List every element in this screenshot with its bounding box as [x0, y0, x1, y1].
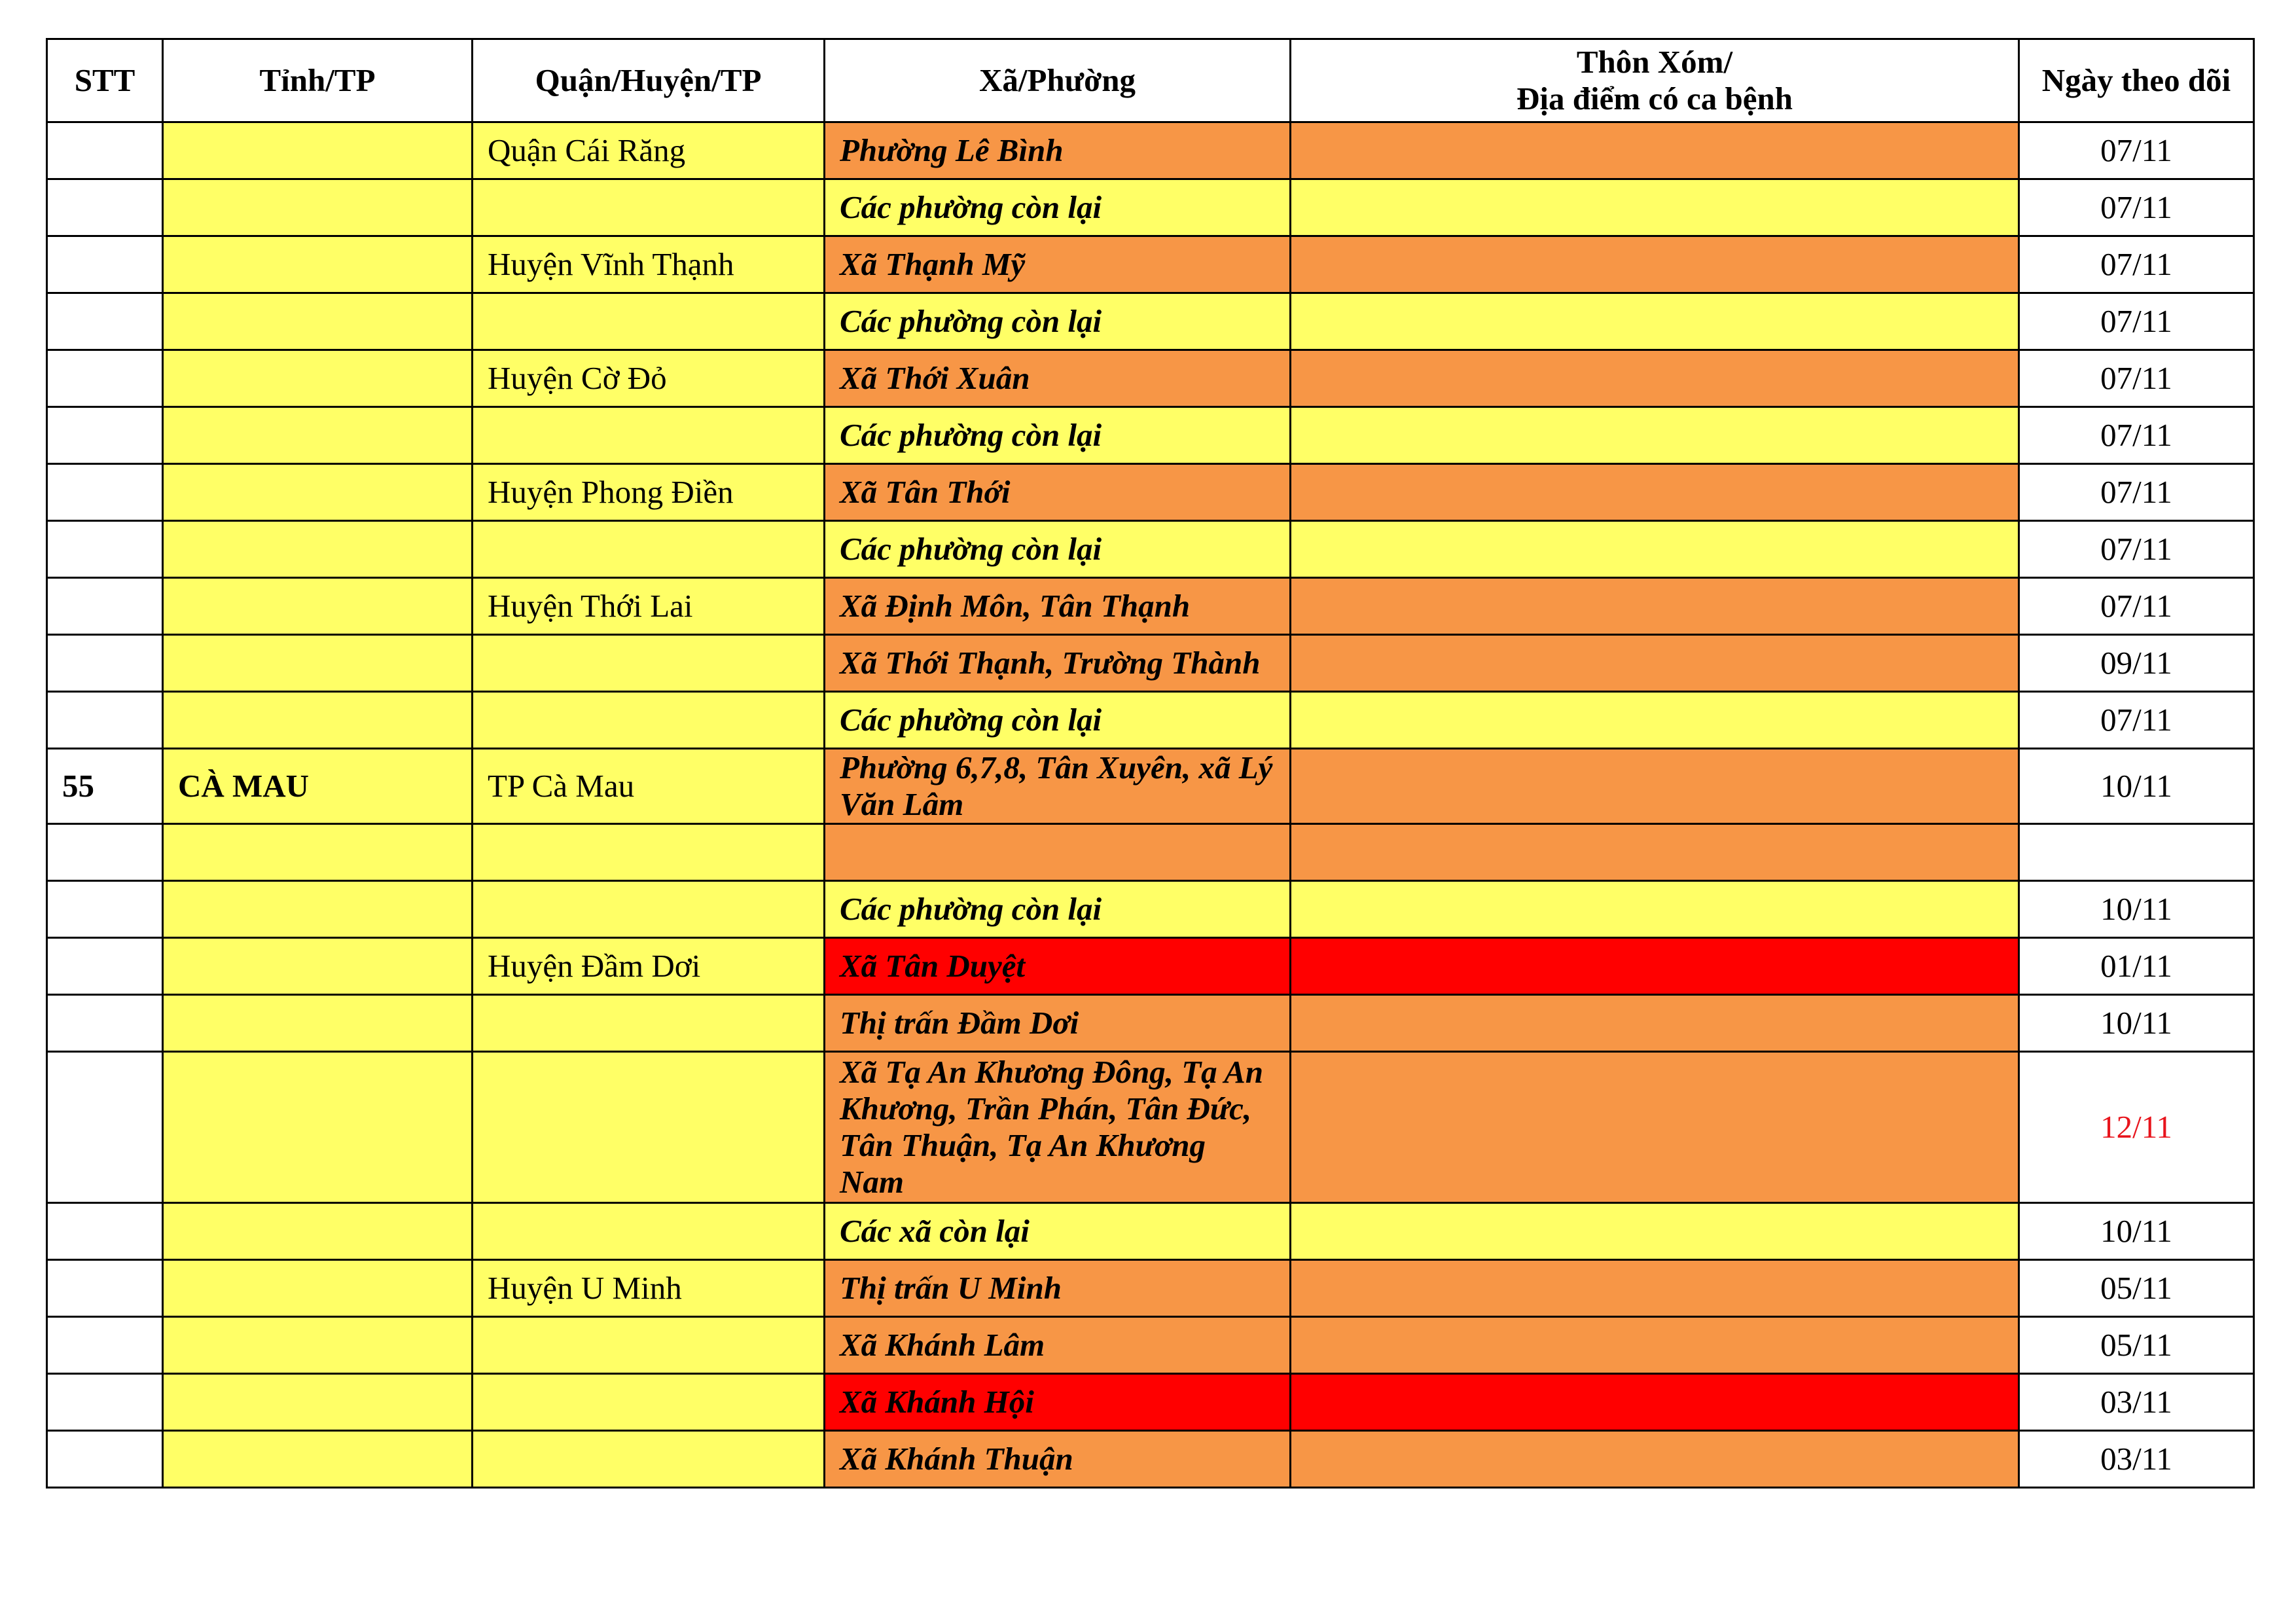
ward-cell: Xã Tạ An Khương Đông, Tạ An Khương, Trần Phán, Tân Đức, Tân Thuận, Tạ An Khương Nam [825, 1052, 1291, 1203]
date-cell: 07/11 [2019, 293, 2254, 350]
district-cell [473, 881, 825, 938]
location-cell [1291, 1203, 2019, 1260]
ward-cell: Xã Tân Thới [825, 464, 1291, 521]
date-cell: 07/11 [2019, 122, 2254, 179]
tracking-table [46, 38, 2255, 1489]
province-cell [163, 1203, 473, 1260]
date-cell: 07/11 [2019, 521, 2254, 578]
province-cell [163, 293, 473, 350]
district-cell: Huyện Vĩnh Thạnh [473, 236, 825, 293]
province-cell [163, 1052, 473, 1203]
header-stt: STT [47, 39, 163, 122]
province-cell [163, 578, 473, 635]
stt-cell [47, 236, 163, 293]
location-cell [1291, 692, 2019, 749]
header-district: Quận/Huyện/TP [473, 39, 825, 122]
table-row [47, 995, 2254, 1052]
table-row [47, 824, 2254, 881]
district-cell [473, 824, 825, 881]
ward-cell: Phường 6,7,8, Tân Xuyên, xã Lý Văn Lâm [825, 749, 1291, 824]
district-cell [473, 995, 825, 1052]
district-cell: TP Cà Mau [473, 749, 825, 824]
table-row [47, 1374, 2254, 1431]
district-cell [473, 521, 825, 578]
district-cell: Quận Cái Răng [473, 122, 825, 179]
stt-cell [47, 1431, 163, 1488]
date-cell: 05/11 [2019, 1317, 2254, 1374]
province-cell [163, 635, 473, 692]
ward-cell: Xã Khánh Lâm [825, 1317, 1291, 1374]
header-province: Tỉnh/TP [163, 39, 473, 122]
table-row [47, 179, 2254, 236]
location-cell [1291, 1052, 2019, 1203]
stt-cell [47, 122, 163, 179]
location-cell [1291, 881, 2019, 938]
province-cell [163, 407, 473, 464]
location-cell [1291, 995, 2019, 1052]
table-row [47, 692, 2254, 749]
stt-cell [47, 692, 163, 749]
location-cell [1291, 824, 2019, 881]
date-cell: 07/11 [2019, 464, 2254, 521]
stt-cell [47, 578, 163, 635]
ward-cell: Xã Khánh Thuận [825, 1431, 1291, 1488]
date-cell: 10/11 [2019, 881, 2254, 938]
table-row [47, 464, 2254, 521]
location-cell [1291, 122, 2019, 179]
location-cell [1291, 407, 2019, 464]
date-cell: 07/11 [2019, 179, 2254, 236]
location-cell [1291, 350, 2019, 407]
ward-cell: Các phường còn lại [825, 293, 1291, 350]
stt-cell [47, 1317, 163, 1374]
date-cell: 07/11 [2019, 578, 2254, 635]
table-row [47, 521, 2254, 578]
date-cell: 10/11 [2019, 749, 2254, 824]
stt-cell [47, 350, 163, 407]
date-cell: 12/11 [2019, 1052, 2254, 1203]
location-cell [1291, 1431, 2019, 1488]
location-cell [1291, 635, 2019, 692]
stt-cell [47, 1203, 163, 1260]
header-location-line2: Địa điểm có ca bệnh [1516, 81, 1793, 117]
stt-cell [47, 293, 163, 350]
location-cell [1291, 293, 2019, 350]
table-row [47, 293, 2254, 350]
province-cell [163, 1374, 473, 1431]
location-cell [1291, 578, 2019, 635]
date-cell: 07/11 [2019, 407, 2254, 464]
ward-cell: Xã Thạnh Mỹ [825, 236, 1291, 293]
stt-cell: 55 [47, 749, 163, 824]
table-row [47, 1260, 2254, 1317]
province-cell [163, 350, 473, 407]
stt-cell [47, 635, 163, 692]
header-location [1291, 39, 2019, 122]
province-cell [163, 521, 473, 578]
stt-cell [47, 407, 163, 464]
district-cell: Huyện U Minh [473, 1260, 825, 1317]
province-cell [163, 1260, 473, 1317]
province-cell [163, 995, 473, 1052]
location-cell [1291, 938, 2019, 995]
date-cell: 10/11 [2019, 1203, 2254, 1260]
ward-cell: Các phường còn lại [825, 692, 1291, 749]
ward-cell: Thị trấn Đầm Dơi [825, 995, 1291, 1052]
province-cell [163, 236, 473, 293]
date-cell: 05/11 [2019, 1260, 2254, 1317]
stt-cell [47, 995, 163, 1052]
ward-cell: Các phường còn lại [825, 881, 1291, 938]
district-cell [473, 1374, 825, 1431]
district-cell: Huyện Phong Điền [473, 464, 825, 521]
ward-cell: Xã Tân Duyệt [825, 938, 1291, 995]
ward-cell: Xã Thới Xuân [825, 350, 1291, 407]
table-header [47, 39, 2254, 122]
table-row [47, 1431, 2254, 1488]
district-cell [473, 635, 825, 692]
stt-cell [47, 824, 163, 881]
stt-cell [47, 881, 163, 938]
table-row [47, 407, 2254, 464]
ward-cell [825, 824, 1291, 881]
header-location-line1: Thôn Xóm/ [1576, 44, 1733, 80]
ward-cell: Các xã còn lại [825, 1203, 1291, 1260]
ward-cell: Xã Khánh Hội [825, 1374, 1291, 1431]
ward-cell: Các phường còn lại [825, 179, 1291, 236]
province-cell [163, 692, 473, 749]
stt-cell [47, 179, 163, 236]
location-cell [1291, 521, 2019, 578]
ward-cell: Phường Lê Bình [825, 122, 1291, 179]
header-date: Ngày theo dõi [2019, 39, 2254, 122]
district-cell [473, 1052, 825, 1203]
district-cell: Huyện Thới Lai [473, 578, 825, 635]
ward-cell: Xã Thới Thạnh, Trường Thành [825, 635, 1291, 692]
location-cell [1291, 749, 2019, 824]
stt-cell [47, 464, 163, 521]
district-cell [473, 1317, 825, 1374]
location-cell [1291, 1374, 2019, 1431]
table-row [47, 635, 2254, 692]
stt-cell [47, 1052, 163, 1203]
date-cell: 03/11 [2019, 1374, 2254, 1431]
date-cell: 10/11 [2019, 995, 2254, 1052]
stt-cell [47, 938, 163, 995]
table-body [47, 122, 2254, 1488]
district-cell [473, 1431, 825, 1488]
district-cell [473, 407, 825, 464]
table-row [47, 350, 2254, 407]
district-cell [473, 293, 825, 350]
district-cell [473, 692, 825, 749]
date-cell: 09/11 [2019, 635, 2254, 692]
table-row [47, 122, 2254, 179]
province-cell [163, 1317, 473, 1374]
location-cell [1291, 464, 2019, 521]
district-cell [473, 1203, 825, 1260]
date-cell: 07/11 [2019, 236, 2254, 293]
table-row [47, 881, 2254, 938]
table-row [47, 1203, 2254, 1260]
location-cell [1291, 1260, 2019, 1317]
province-cell [163, 464, 473, 521]
date-cell: 01/11 [2019, 938, 2254, 995]
table-row [47, 1317, 2254, 1374]
stt-cell [47, 1374, 163, 1431]
header-ward: Xã/Phường [825, 39, 1291, 122]
ward-cell: Các phường còn lại [825, 521, 1291, 578]
district-cell: Huyện Cờ Đỏ [473, 350, 825, 407]
ward-cell: Xã Định Môn, Tân Thạnh [825, 578, 1291, 635]
ward-cell: Thị trấn U Minh [825, 1260, 1291, 1317]
stt-cell [47, 1260, 163, 1317]
date-cell: 07/11 [2019, 692, 2254, 749]
province-cell [163, 824, 473, 881]
province-cell: CÀ MAU [163, 749, 473, 824]
table-row [47, 236, 2254, 293]
province-cell [163, 122, 473, 179]
table-row [47, 749, 2254, 824]
date-cell: 03/11 [2019, 1431, 2254, 1488]
table-row [47, 938, 2254, 995]
district-cell [473, 179, 825, 236]
location-cell [1291, 179, 2019, 236]
province-cell [163, 179, 473, 236]
table-row [47, 1052, 2254, 1203]
location-cell [1291, 1317, 2019, 1374]
stt-cell [47, 521, 163, 578]
province-cell [163, 1431, 473, 1488]
ward-cell: Các phường còn lại [825, 407, 1291, 464]
province-cell [163, 881, 473, 938]
date-cell: 07/11 [2019, 350, 2254, 407]
table-row [47, 578, 2254, 635]
location-cell [1291, 236, 2019, 293]
district-cell: Huyện Đầm Dơi [473, 938, 825, 995]
province-cell [163, 938, 473, 995]
date-cell [2019, 824, 2254, 881]
